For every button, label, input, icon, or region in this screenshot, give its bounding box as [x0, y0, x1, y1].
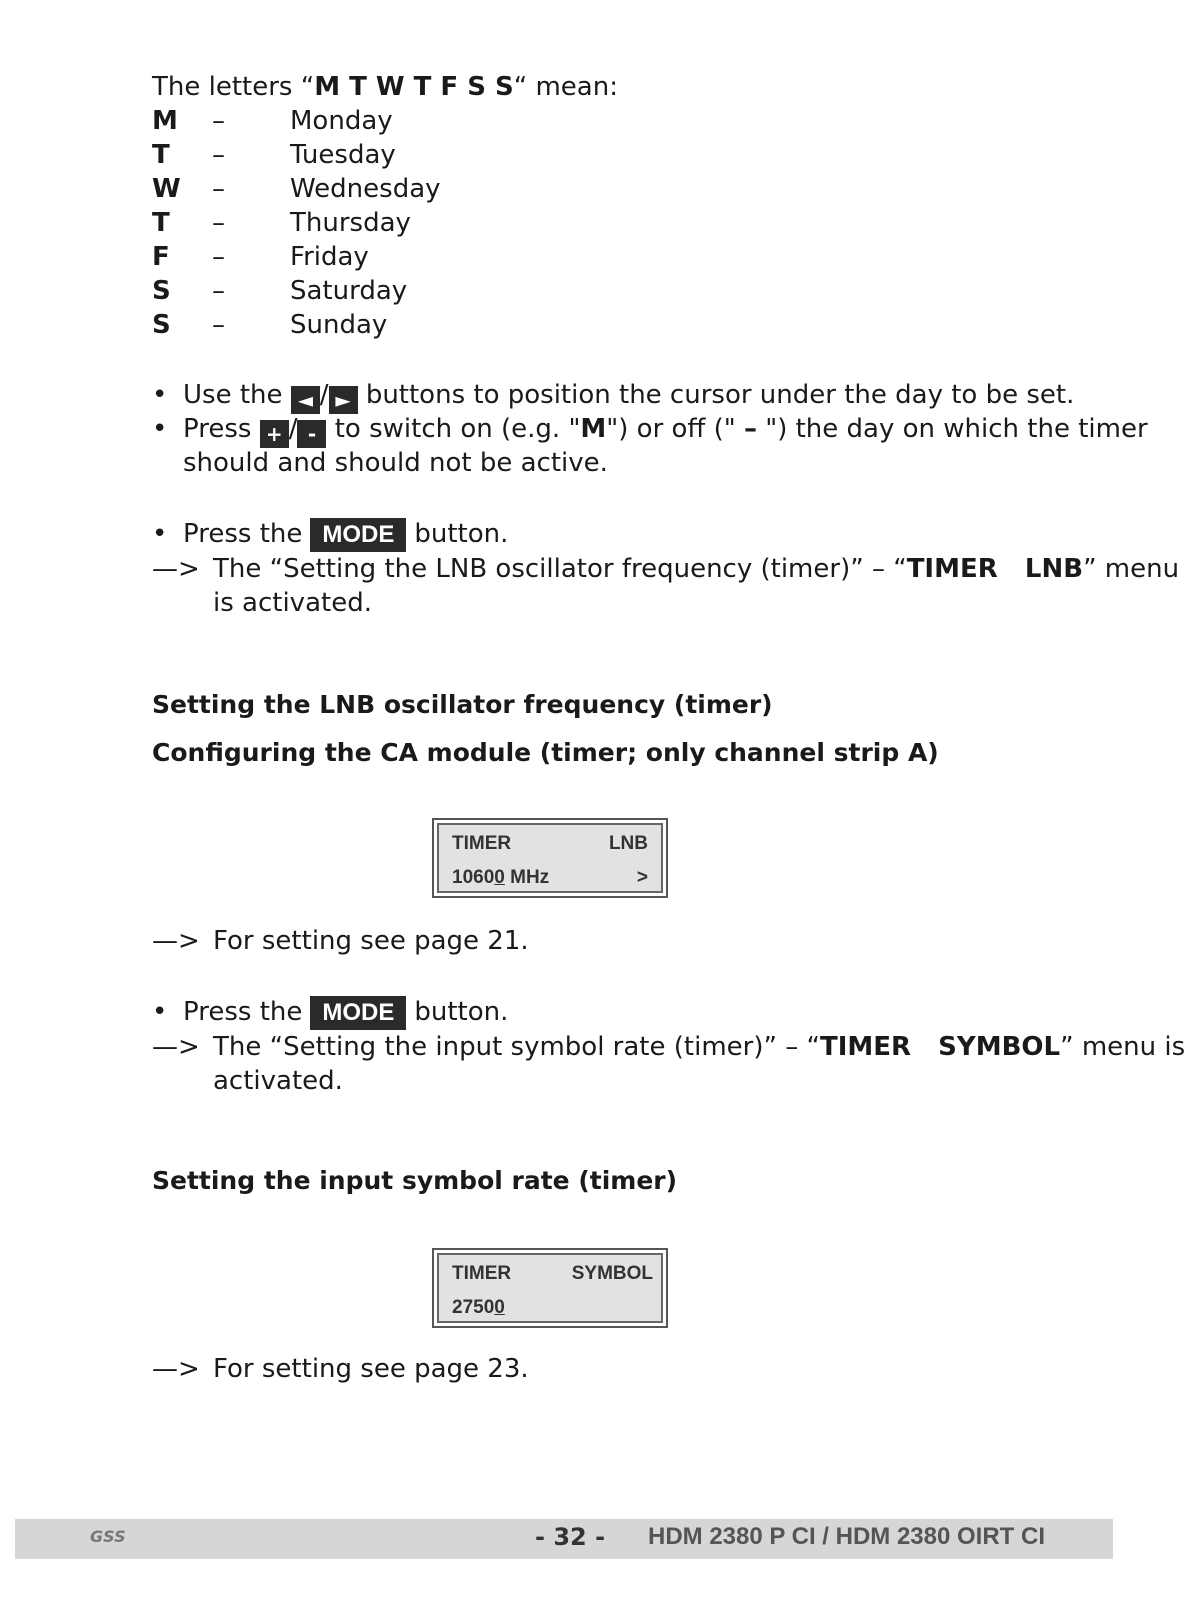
bullet-text-post: ") or off (" — [606, 414, 744, 444]
lcd-bottom-left — [452, 1297, 505, 1319]
day-row — [0, 274, 600, 308]
day-dash: – — [212, 310, 225, 340]
lcd-bottom-left — [452, 867, 549, 889]
lcd-unit: MHz — [504, 867, 550, 888]
mode-key-icon: MODE — [310, 518, 406, 552]
lcd-display — [432, 818, 668, 898]
page-number: - 32 - — [535, 1523, 606, 1551]
lcd-top-right: SYMBOL — [571, 1263, 653, 1284]
arrow-glyph: —> — [152, 926, 200, 956]
intro-suffix: “ mean: — [513, 72, 618, 102]
bullet-bold: – — [743, 414, 757, 444]
day-dash: – — [212, 140, 225, 170]
day-dash: – — [212, 208, 225, 238]
lcd-cursor-digit: 0 — [494, 867, 505, 888]
day-dash: – — [212, 106, 225, 136]
bullet-text-post: button. — [414, 997, 509, 1027]
lcd-display — [432, 1248, 668, 1328]
arrow-text-post: ” menu is — [1060, 1032, 1185, 1062]
lcd-value: 2750 — [452, 1297, 495, 1318]
bullet-text — [183, 994, 508, 1030]
bullet-glyph: • — [152, 997, 168, 1027]
bullet-text-continuation: should and should not be active. — [183, 448, 608, 478]
arrow-text-continuation: is activated. — [213, 588, 372, 618]
bullet-text-pre: Press — [183, 414, 252, 444]
bullet-text-pre: Press the — [183, 519, 303, 549]
bullet-text-pre: Press the — [183, 997, 303, 1027]
bullet-text-pre: Use the — [183, 380, 283, 410]
day-dash: – — [212, 276, 225, 306]
arrow-item — [0, 1352, 1100, 1386]
lcd-bottom-right: > — [636, 867, 648, 888]
bullet-bold: M — [580, 414, 607, 444]
lcd-top-left: TIMER — [452, 1263, 512, 1284]
key-separator: / — [319, 380, 329, 410]
day-letter: T — [152, 140, 170, 170]
day-name: Monday — [290, 106, 393, 136]
arrow-item — [0, 924, 1100, 958]
arrow-text-continuation: activated. — [213, 1066, 343, 1096]
intro-prefix: The letters “ — [152, 72, 315, 102]
section-heading: Setting the input symbol rate (timer) — [152, 1166, 678, 1195]
arrow-text-pre: The “Setting the LNB oscillator frequency (timer)” – “ — [213, 554, 907, 584]
day-letter: W — [152, 174, 181, 204]
day-name: Saturday — [290, 276, 408, 306]
gss-logo: GSS — [90, 1527, 126, 1546]
day-row — [0, 104, 600, 138]
arrow-bold: TIMER LNB — [906, 554, 1084, 584]
arrow-text-pre: The “Setting the input symbol rate (timer)” – “ — [213, 1032, 820, 1062]
bullet-glyph: • — [152, 414, 168, 444]
day-row — [0, 240, 600, 274]
plus-key-icon: + — [260, 420, 289, 448]
intro-line — [152, 70, 618, 104]
day-row — [0, 308, 600, 342]
bullet-text-post: buttons to position the cursor under the day to be set. — [365, 380, 1075, 410]
day-dash: – — [212, 174, 225, 204]
day-dash: – — [212, 242, 225, 272]
day-name: Thursday — [290, 208, 411, 238]
lcd-screen — [437, 1253, 663, 1323]
bullet-glyph: • — [152, 380, 168, 410]
bullet-text-post: ") the day on which the timer — [756, 414, 1148, 444]
arrow-item — [0, 552, 1180, 586]
day-name: Friday — [290, 242, 369, 272]
bullet-text — [183, 516, 508, 552]
bullet-text-post: to switch on (e.g. " — [334, 414, 581, 444]
lcd-screen — [437, 823, 663, 893]
bullet-item — [0, 378, 1100, 412]
section-heading: Configuring the CA module (timer; only channel strip A) — [152, 738, 939, 767]
mode-key-icon: MODE — [310, 996, 406, 1030]
intro-letters: M T W T F S S — [314, 72, 514, 102]
arrow-glyph: —> — [152, 1032, 200, 1062]
arrow-text — [213, 552, 1179, 586]
arrow-text-post: ” menu — [1083, 554, 1180, 584]
right-arrow-key-icon: ► — [329, 386, 358, 414]
bullet-text — [183, 412, 1148, 448]
arrow-bold: TIMER SYMBOL — [819, 1032, 1061, 1062]
day-row — [0, 206, 600, 240]
day-letter: T — [152, 208, 170, 238]
day-letter: S — [152, 310, 171, 340]
key-separator: / — [288, 414, 298, 444]
arrow-item — [0, 1030, 1185, 1064]
left-arrow-key-icon: ◄ — [291, 386, 320, 414]
day-letter: F — [152, 242, 170, 272]
bullet-text-post: button. — [414, 519, 509, 549]
bullet-item — [0, 516, 1100, 552]
day-letter: S — [152, 276, 171, 306]
arrow-glyph: —> — [152, 1354, 200, 1384]
model-name: HDM 2380 P CI / HDM 2380 OIRT CI — [648, 1523, 1046, 1550]
arrow-text — [213, 1030, 1185, 1064]
bullet-item — [0, 994, 1100, 1030]
day-row — [0, 172, 600, 206]
page-footer — [15, 1519, 1113, 1559]
bullet-glyph: • — [152, 519, 168, 549]
day-name: Sunday — [290, 310, 388, 340]
day-name: Wednesday — [290, 174, 441, 204]
minus-key-icon: - — [297, 420, 326, 448]
day-row — [0, 138, 600, 172]
arrow-text: For setting see page 21. — [213, 926, 529, 956]
lcd-cursor-digit: 0 — [494, 1297, 505, 1318]
day-name: Tuesday — [290, 140, 396, 170]
lcd-top-left: TIMER — [452, 833, 512, 854]
day-letter: M — [152, 106, 178, 136]
bullet-item — [0, 412, 1148, 446]
section-heading: Setting the LNB oscillator frequency (timer) — [152, 690, 773, 719]
lcd-top-right: LNB — [608, 833, 648, 854]
bullet-text — [183, 378, 1074, 414]
lcd-value: 1060 — [452, 867, 495, 888]
arrow-text: For setting see page 23. — [213, 1354, 529, 1384]
arrow-glyph: —> — [152, 554, 200, 584]
